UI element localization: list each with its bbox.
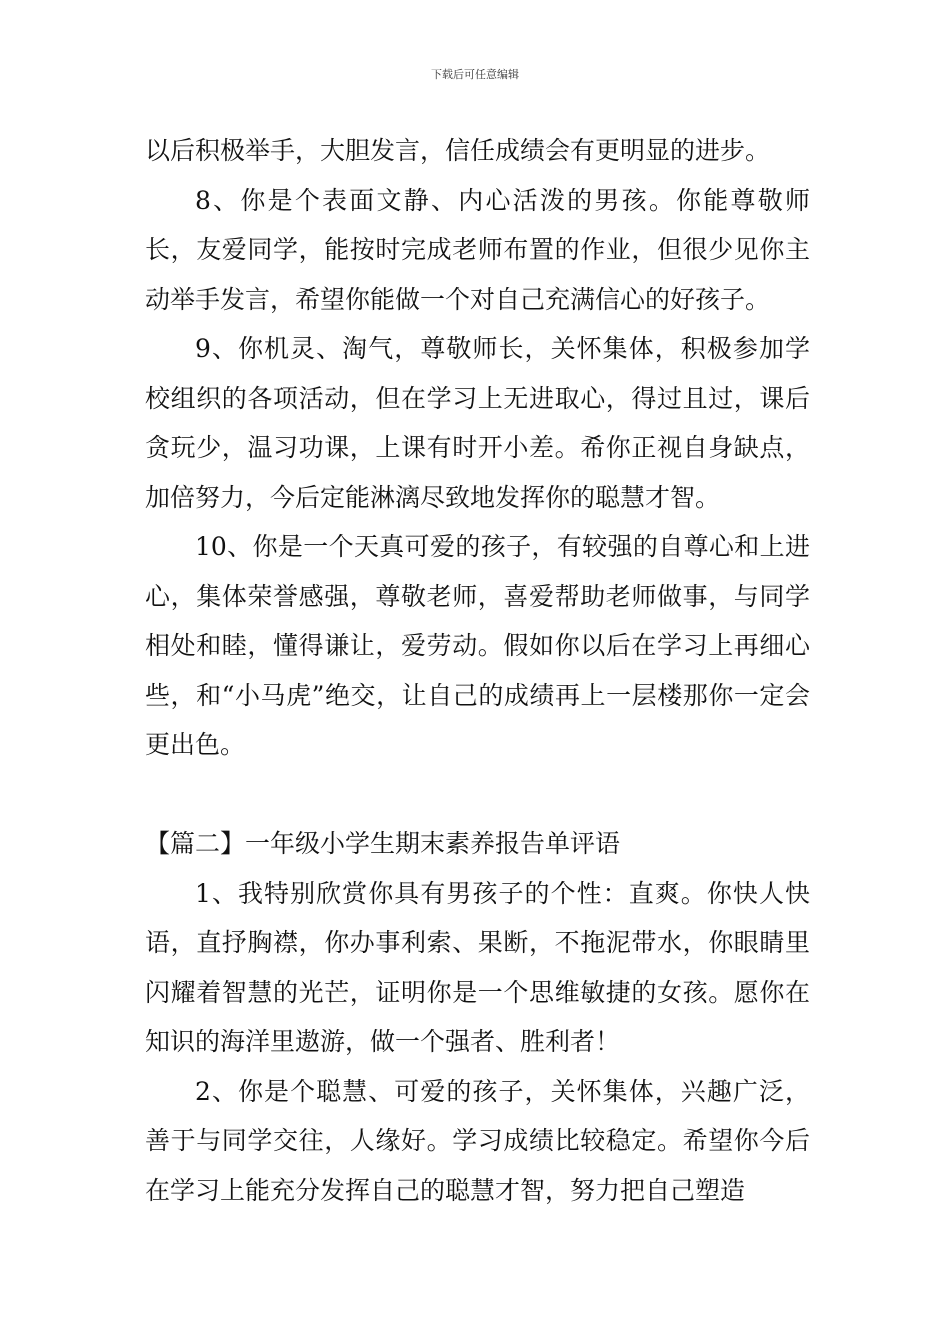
- paragraph-continuation: 以后积极举手，大胆发言，信任成绩会有更明显的进步。: [145, 136, 771, 165]
- page-header-note: 下载后可任意编辑: [431, 68, 519, 81]
- document-body: [145, 126, 810, 1215]
- paragraph-section2-comment-1: 1、我特别欣赏你具有男孩子的个性：直爽。你快人快语，直抒胸襟，你办事利索、果断，不拖泥带水，你眼睛里闪耀着智慧的光芒，证明你是一个思维敏捷的女孩。愿你在知识的海洋里遨游，做一个强者、胜利者！: [145, 878, 810, 1056]
- paragraph-comment-8: 8、你是个表面文静、内心活泼的男孩。你能尊敬师长，友爱同学，能按时完成老师布置的作业，但很少见你主动举手发言，希望你能做一个对自己充满信心的好孩子。: [145, 185, 810, 314]
- section-title: 【篇二】一年级小学生期末素养报告单评语: [145, 829, 621, 858]
- section-spacer: [145, 770, 810, 820]
- paragraph-comment-10: 10、你是一个天真可爱的孩子，有较强的自尊心和上进心，集体荣誉感强，尊敬老师，喜爱帮助老师做事，与同学相处和睦，懂得谦让，爱劳动。假如你以后在学习上再细心些，和“小马虎”绝交，让自己的成绩再上一层楼那你一定会更出色。: [145, 532, 810, 759]
- paragraph-section2-comment-2: 2、你是个聪慧、可爱的孩子，关怀集体，兴趣广泛，善于与同学交往，人缘好。学习成绩比较稳定。希望你今后在学习上能充分发挥自己的聪慧才智，努力把自己塑造: [145, 1076, 810, 1205]
- paragraph-comment-9: 9、你机灵、淘气，尊敬师长，关怀集体，积极参加学校组织的各项活动，但在学习上无进取心，得过且过，课后贪玩少，温习功课，上课有时开小差。希你正视自身缺点，加倍努力，今后定能淋漓尽致地发挥你的聪慧才智。: [145, 334, 810, 512]
